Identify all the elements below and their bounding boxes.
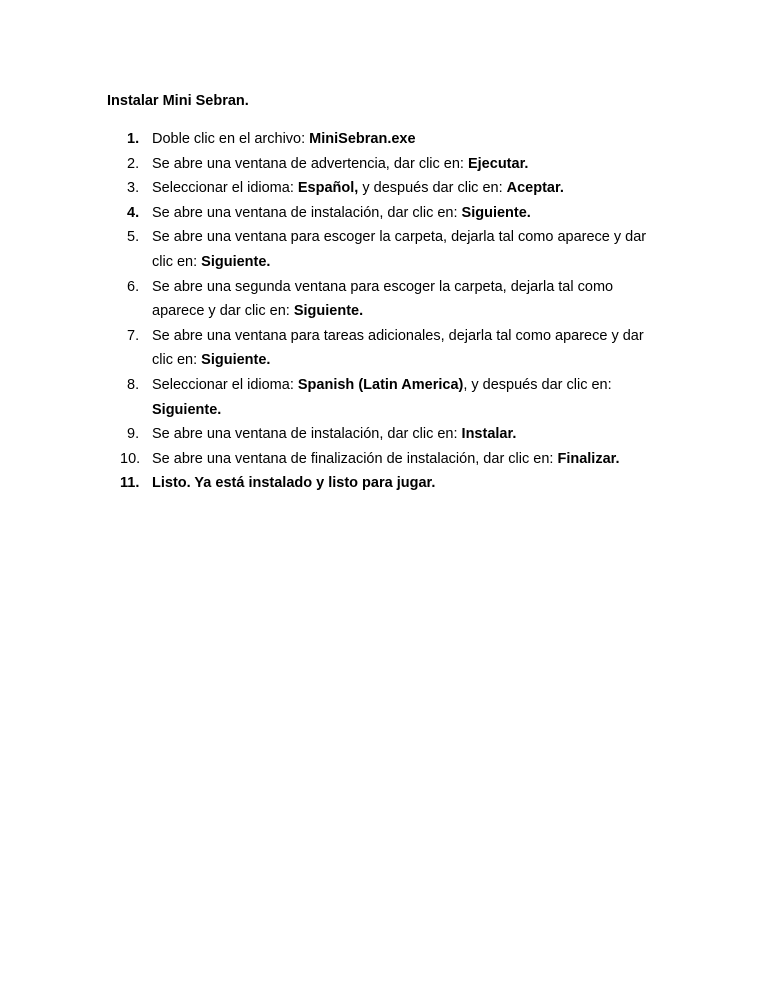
step-text-part: Se abre una ventana para escoger la carpeta, dejarla tal como aparece y dar clic en: — [152, 229, 647, 270]
step-text-part: Se abre una ventana de finalización de instalación, dar clic en: — [152, 450, 558, 467]
step-text-part: Seleccionar el idioma: — [152, 180, 298, 197]
step-item — [107, 447, 667, 472]
step-text-bold-part: Ejecutar. — [467, 155, 529, 172]
step-item — [107, 127, 667, 152]
step-number: 2. — [127, 155, 140, 172]
step-text-part: y después dar clic en: — [358, 180, 507, 197]
step-text — [152, 156, 528, 172]
step-text-part: Se abre una ventana de advertencia, dar clic en: — [152, 155, 468, 172]
step-text-bold-part: Instalar. — [461, 426, 517, 443]
step-text — [152, 205, 531, 221]
step-text — [152, 475, 435, 491]
step-text-bold-part: Finalizar. — [557, 450, 620, 467]
step-number: 5. — [127, 229, 140, 246]
step-text-part: Se abre una ventana de instalación, dar clic en: — [152, 426, 462, 443]
step-number: 11. — [120, 475, 140, 492]
document-title: Instalar Mini Sebran. — [107, 93, 249, 109]
step-item — [107, 471, 667, 496]
step-item — [107, 225, 667, 274]
step-text — [152, 180, 564, 196]
step-number: 10. — [120, 450, 141, 467]
step-text-bold-part: Siguiente. — [201, 352, 271, 369]
step-number: 9. — [127, 426, 140, 443]
step-item — [107, 324, 667, 373]
step-text-bold-part: Siguiente. — [461, 204, 531, 221]
step-text-bold-part: Spanish (Latin America) — [297, 376, 464, 393]
step-item — [107, 422, 667, 447]
step-text-part: Doble clic en el archivo: — [152, 131, 310, 147]
step-text-part: , y después dar clic en: — [463, 376, 612, 393]
step-number: 8. — [127, 376, 140, 393]
step-number: 6. — [127, 278, 140, 295]
step-text — [152, 426, 516, 442]
step-text-bold-part: Listo. Ya está instalado y listo para jugar. — [152, 475, 436, 492]
step-text-part: Se abre una segunda ventana para escoger la carpeta, dejarla tal como aparece y dar clic en: — [152, 278, 614, 320]
installation-steps-list — [107, 127, 667, 496]
step-text-bold-part: Aceptar. — [506, 180, 564, 197]
step-text-bold-part: Siguiente. — [152, 401, 222, 418]
step-text — [152, 451, 620, 467]
step-text — [152, 229, 646, 270]
step-number: 3. — [127, 180, 140, 197]
step-item — [107, 373, 667, 422]
step-item — [107, 176, 667, 201]
step-text-part: Se abre una ventana de instalación, dar clic en: — [152, 204, 462, 221]
step-number: 4. — [127, 204, 140, 221]
step-text-bold-part: MiniSebran.exe — [309, 131, 416, 147]
step-text — [152, 279, 613, 320]
step-text-bold-part: Siguiente. — [293, 303, 364, 320]
step-text — [152, 131, 416, 147]
step-text — [152, 377, 612, 418]
step-text-part: Seleccionar el idioma: — [152, 376, 298, 393]
step-text-bold-part: Español, — [297, 180, 359, 197]
step-text-part: Se abre una ventana para tareas adicionales, dejarla tal como aparece y dar clic en: — [152, 327, 644, 369]
step-text-bold-part: Siguiente. — [201, 253, 271, 270]
step-item — [107, 201, 667, 226]
step-number: 7. — [127, 327, 140, 344]
step-item — [107, 275, 667, 324]
step-number: 1. — [127, 131, 140, 147]
step-text — [152, 328, 644, 369]
step-item — [107, 152, 667, 177]
